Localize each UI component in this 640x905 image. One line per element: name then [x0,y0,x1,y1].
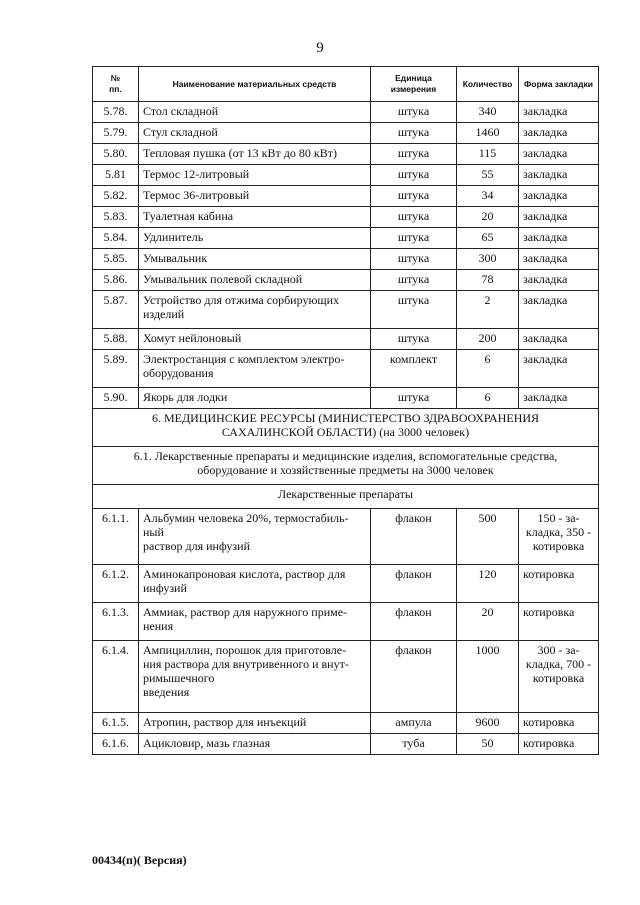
row-form: закладка [519,388,599,409]
table-row [93,641,599,713]
row-number: 6.1.3. [93,603,139,641]
header-num: № пп. [93,67,139,102]
row-name: Умывальник [139,249,371,270]
row-number: 5.81 [93,165,139,186]
row-name: Аммиак, раствор для наружного приме- нения [139,603,371,641]
row-unit: штука [371,270,457,291]
table-row [93,350,599,388]
table-row [93,603,599,641]
row-unit: штука [371,123,457,144]
row-name: Туалетная кабина [139,207,371,228]
row-quantity: 34 [457,186,519,207]
row-name: Альбумин человека 20%, термостабиль- ный раствор для инфузий [139,509,371,565]
row-name: Ампициллин, порошок для приготовле- ния раствора для внутривенного и внут- римышечного введения [139,641,371,713]
table-row [93,565,599,603]
row-name: Стол складной [139,102,371,123]
row-form: 300 - за- кладка, 700 - котировка [519,641,599,713]
header-unit: Единица измерения [371,67,457,102]
row-form: закладка [519,123,599,144]
row-unit: комплект [371,350,457,388]
row-name: Умывальник полевой складной [139,270,371,291]
table-row [93,249,599,270]
table-row [93,291,599,329]
row-unit: флакон [371,509,457,565]
header-form: Форма закладки [519,67,599,102]
row-quantity: 1460 [457,123,519,144]
row-unit: штука [371,186,457,207]
category-heading: Лекарственные препараты [93,485,599,509]
page-number: 9 [316,40,324,56]
row-quantity: 50 [457,734,519,755]
row-quantity: 20 [457,207,519,228]
row-form: котировка [519,603,599,641]
row-form: закладка [519,249,599,270]
row-quantity: 9600 [457,713,519,734]
row-form: закладка [519,228,599,249]
row-unit: штука [371,102,457,123]
row-quantity: 6 [457,350,519,388]
row-form: котировка [519,734,599,755]
row-name: Электростанция с комплектом электро- оборудования [139,350,371,388]
row-name: Устройство для отжима сорбирующих изделий [139,291,371,329]
row-form: котировка [519,713,599,734]
row-name: Якорь для лодки [139,388,371,409]
row-quantity: 65 [457,228,519,249]
row-number: 5.85. [93,249,139,270]
table-row [93,734,599,755]
row-unit: штука [371,144,457,165]
table-row [93,713,599,734]
row-unit: штука [371,228,457,249]
row-number: 6.1.4. [93,641,139,713]
row-quantity: 20 [457,603,519,641]
row-form: закладка [519,329,599,350]
row-quantity: 115 [457,144,519,165]
row-number: 5.90. [93,388,139,409]
row-number: 5.87. [93,291,139,329]
table-row [93,186,599,207]
row-name: Хомут нейлоновый [139,329,371,350]
header-name: Наименование материальных средств [139,67,371,102]
table-row [93,123,599,144]
row-form: 150 - за- кладка, 350 - котировка [519,509,599,565]
row-quantity: 55 [457,165,519,186]
section-row [93,409,599,447]
row-unit: штука [371,388,457,409]
row-unit: туба [371,734,457,755]
row-form: закладка [519,165,599,186]
row-form: закладка [519,270,599,291]
row-quantity: 6 [457,388,519,409]
row-quantity: 340 [457,102,519,123]
table-row [93,165,599,186]
table-row [93,144,599,165]
row-name: Атропин, раствор для инъекций [139,713,371,734]
row-quantity: 300 [457,249,519,270]
row-quantity: 2 [457,291,519,329]
row-number: 5.78. [93,102,139,123]
row-number: 5.80. [93,144,139,165]
row-form: котировка [519,565,599,603]
category-row [93,485,599,509]
row-name: Термос 12-литровый [139,165,371,186]
row-unit: штука [371,329,457,350]
row-number: 6.1.6. [93,734,139,755]
row-unit: штука [371,291,457,329]
row-quantity: 1000 [457,641,519,713]
table-row [93,270,599,291]
document-footer: 00434(п)( Версия) [92,853,187,867]
table-row [93,388,599,409]
row-name: Тепловая пушка (от 13 кВт до 80 кВт) [139,144,371,165]
table-row [93,207,599,228]
materials-table [92,66,599,755]
row-name: Ацикловир, мазь глазная [139,734,371,755]
row-unit: флакон [371,603,457,641]
row-quantity: 78 [457,270,519,291]
row-unit: флакон [371,565,457,603]
row-number: 5.84. [93,228,139,249]
row-form: закладка [519,144,599,165]
row-number: 6.1.5. [93,713,139,734]
table-header-row [93,67,599,102]
table-row [93,329,599,350]
row-form: закладка [519,350,599,388]
table-row [93,509,599,565]
row-number: 6.1.1. [93,509,139,565]
row-name: Стул складной [139,123,371,144]
subsection-row [93,447,599,485]
row-name: Аминокапроновая кислота, раствор для инфузий [139,565,371,603]
table-row [93,228,599,249]
row-number: 5.82. [93,186,139,207]
row-form: закладка [519,207,599,228]
row-number: 5.83. [93,207,139,228]
row-unit: штука [371,249,457,270]
row-quantity: 200 [457,329,519,350]
row-form: закладка [519,291,599,329]
row-quantity: 500 [457,509,519,565]
section-heading: 6. МЕДИЦИНСКИЕ РЕСУРСЫ (МИНИСТЕРСТВО ЗДРАВООХРАНЕНИЯ САХАЛИНСКОЙ ОБЛАСТИ) (на 3000 человек) [93,409,599,447]
row-unit: ампула [371,713,457,734]
row-name: Термос 36-литровый [139,186,371,207]
row-unit: штука [371,207,457,228]
row-number: 6.1.2. [93,565,139,603]
row-form: закладка [519,186,599,207]
row-quantity: 120 [457,565,519,603]
subsection-heading: 6.1. Лекарственные препараты и медицинские изделия, вспомогательные средства, оборудование и хозяйственные предметы на 3000 человек [93,447,599,485]
row-unit: штука [371,165,457,186]
row-number: 5.88. [93,329,139,350]
row-form: закладка [519,102,599,123]
row-number: 5.89. [93,350,139,388]
table-row [93,102,599,123]
header-qty: Количество [457,67,519,102]
row-number: 5.86. [93,270,139,291]
row-name: Удлинитель [139,228,371,249]
row-number: 5.79. [93,123,139,144]
row-unit: флакон [371,641,457,713]
